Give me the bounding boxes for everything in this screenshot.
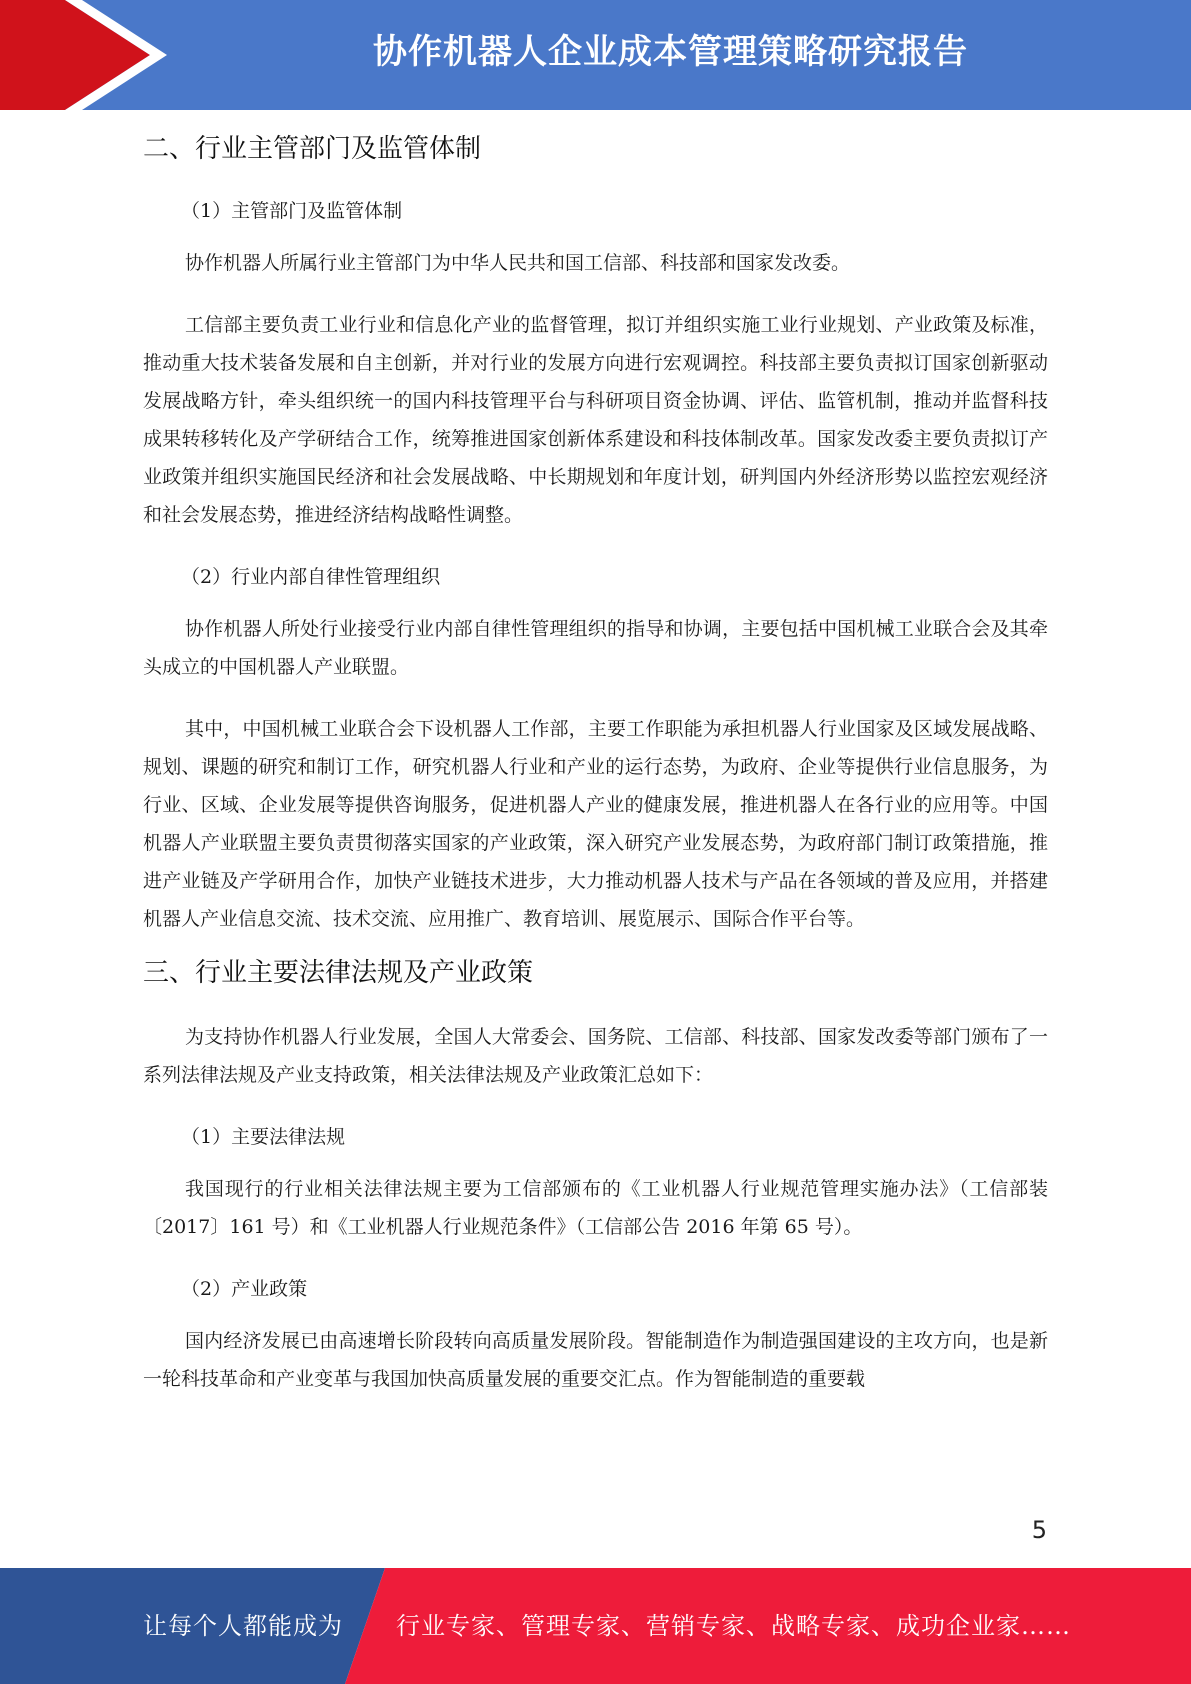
subheading: （2）行业内部自律性管理组织	[181, 566, 441, 588]
subheading: （1）主管部门及监管体制	[181, 200, 403, 222]
section-heading-3: 三、行业主要法律法规及产业政策	[143, 958, 534, 988]
paragraph: 协作机器人所处行业接受行业内部自律性管理组织的指导和协调，主要包括中国机械工业联合会及其牵头成立的中国机器人产业联盟。	[143, 618, 1048, 678]
paragraph: 协作机器人所属行业主管部门为中华人民共和国工信部、科技部和国家发改委。	[185, 252, 851, 274]
footer-slogan-left: 让每个人都能成为	[143, 1612, 343, 1640]
paragraph: 我国现行的行业相关法律法规主要为工信部颁布的《工业机器人行业规范管理实施办法》（工信部装〔2017〕161 号）和《工业机器人行业规范条件》（工信部公告 2016 年第 65 号）。	[143, 1178, 1048, 1238]
main-content	[143, 118, 1048, 1422]
paragraph: 其中，中国机械工业联合会下设机器人工作部，主要工作职能为承担机器人行业国家及区域发展战略、规划、课题的研究和制订工作，研究机器人行业和产业的运行态势，为政府、企业等提供行业信息服务，为行业、区域、企业发展等提供咨询服务，促进机器人产业的健康发展，推进机器人在各行业的应用等。中国机器人产业联盟主要负责贯彻落实国家的产业政策，深入研究产业发展态势，为政府部门制订政策措施，推进产业链及产学研用合作，加快产业链技术进步，大力推动机器人技术与产品在各领域的普及应用，并搭建机器人产业信息交流、技术交流、应用推广、教育培训、展览展示、国际合作平台等。	[143, 718, 1048, 930]
paragraph: 为支持协作机器人行业发展，全国人大常委会、国务院、工信部、科技部、国家发改委等部门颁布了一系列法律法规及产业支持政策，相关法律法规及产业政策汇总如下：	[143, 1026, 1048, 1086]
footer-slogan-right: 行业专家、管理专家、营销专家、战略专家、成功企业家……	[396, 1612, 1071, 1640]
section-heading-2: 二、行业主管部门及监管体制	[143, 134, 482, 164]
page-footer	[0, 1568, 1191, 1684]
report-title: 协作机器人企业成本管理策略研究报告	[373, 32, 968, 72]
page-header	[0, 0, 1191, 110]
page-number: 5	[1031, 1516, 1047, 1544]
paragraph: 国内经济发展已由高速增长阶段转向高质量发展阶段。智能制造作为制造强国建设的主攻方向，也是新一轮科技革命和产业变革与我国加快高质量发展的重要交汇点。作为智能制造的重要载	[143, 1330, 1048, 1390]
subheading: （2）产业政策	[181, 1278, 308, 1300]
subheading: （1）主要法律法规	[181, 1126, 346, 1148]
paragraph: 工信部主要负责工业行业和信息化产业的监督管理，拟订并组织实施工业行业规划、产业政策及标准，推动重大技术装备发展和自主创新，并对行业的发展方向进行宏观调控。科技部主要负责拟订国家创新驱动发展战略方针，牵头组织统一的国内科技管理平台与科研项目资金协调、评估、监管机制，推动并监督科技成果转移转化及产学研结合工作，统筹推进国家创新体系建设和科技体制改革。国家发改委主要负责拟订产业政策并组织实施国民经济和社会发展战略、中长期规划和年度计划，研判国内外经济形势以监控宏观经济和社会发展态势，推进经济结构战略性调整。	[143, 314, 1048, 526]
